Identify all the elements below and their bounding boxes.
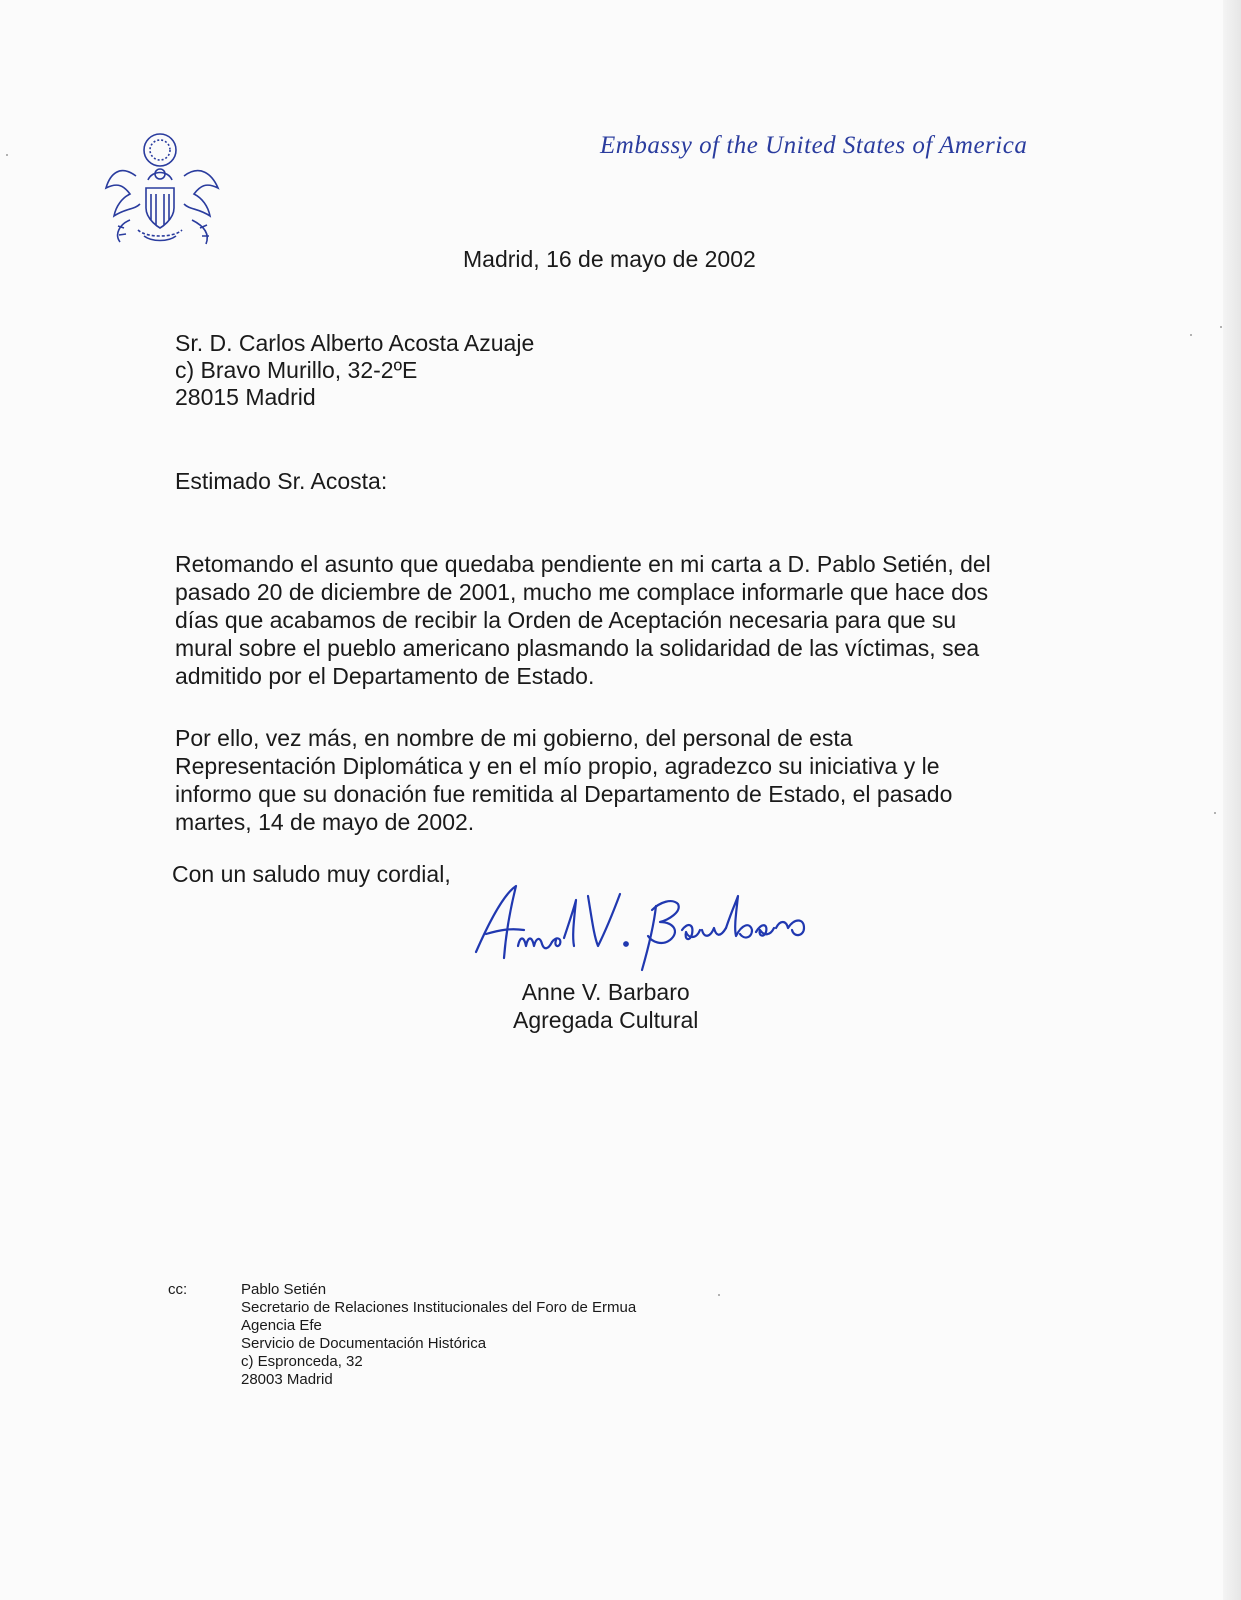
salutation: Estimado Sr. Acosta: <box>175 468 388 494</box>
great-seal-eagle-icon <box>100 124 230 252</box>
paragraph-line: pasado 20 de diciembre de 2001, mucho me complace informarle que hace dos <box>175 579 989 605</box>
cc-line: Servicio de Documentación Histórica <box>241 1335 487 1352</box>
embassy-name: Embassy of the United States of America <box>600 132 1028 159</box>
recipient-name: Sr. D. Carlos Alberto Acosta Azuaje <box>175 330 535 356</box>
signer-block <box>513 978 698 1034</box>
body-paragraph-2 <box>175 724 1055 836</box>
scan-speck <box>1220 326 1222 328</box>
paragraph-line: Retomando el asunto que quedaba pendiente en mi carta a D. Pablo Setién, del <box>175 551 991 577</box>
cc-label: cc: <box>168 1281 188 1298</box>
recipient-city: 28015 Madrid <box>175 384 316 410</box>
paragraph-line: Representación Diplomática y en el mío propio, agradezco su iniciativa y le <box>175 753 940 779</box>
recipient-street: c) Bravo Murillo, 32-2ºE <box>175 357 418 383</box>
scan-speck <box>1214 812 1216 814</box>
signer-name: Anne V. Barbaro <box>521 979 690 1005</box>
paragraph-line: informo que su donación fue remitida al Departamento de Estado, el pasado <box>175 781 953 807</box>
paragraph-line: días que acabamos de recibir la Orden de Aceptación necesaria para que su <box>175 607 957 633</box>
body-paragraph-1 <box>175 550 1055 690</box>
cc-line: Pablo Setién <box>241 1281 327 1298</box>
paragraph-line: martes, 14 de mayo de 2002. <box>175 809 475 835</box>
cc-line: 28003 Madrid <box>241 1371 333 1388</box>
cc-line: c) Espronceda, 32 <box>241 1353 363 1370</box>
scan-edge <box>1223 0 1241 1600</box>
paragraph-line: admitido por el Departamento de Estado. <box>175 663 595 689</box>
closing: Con un saludo muy cordial, <box>172 861 451 887</box>
scan-speck <box>6 154 8 156</box>
signer-title: Agregada Cultural <box>513 1007 699 1033</box>
paragraph-line: mural sobre el pueblo americano plasmando la solidaridad de las víctimas, sea <box>175 635 980 661</box>
handwritten-signature <box>470 880 840 980</box>
recipient-address <box>175 330 534 411</box>
paragraph-line: Por ello, vez más, en nombre de mi gobierno, del personal de esta <box>175 725 853 751</box>
cc-line: Secretario de Relaciones Institucionales del Foro de Ermua <box>241 1299 637 1316</box>
letter-date: Madrid, 16 de mayo de 2002 <box>463 246 756 272</box>
cc-line: Agencia Efe <box>241 1317 322 1334</box>
scan-speck <box>1190 334 1192 336</box>
cc-list <box>241 1281 636 1389</box>
scan-speck <box>718 1294 720 1296</box>
